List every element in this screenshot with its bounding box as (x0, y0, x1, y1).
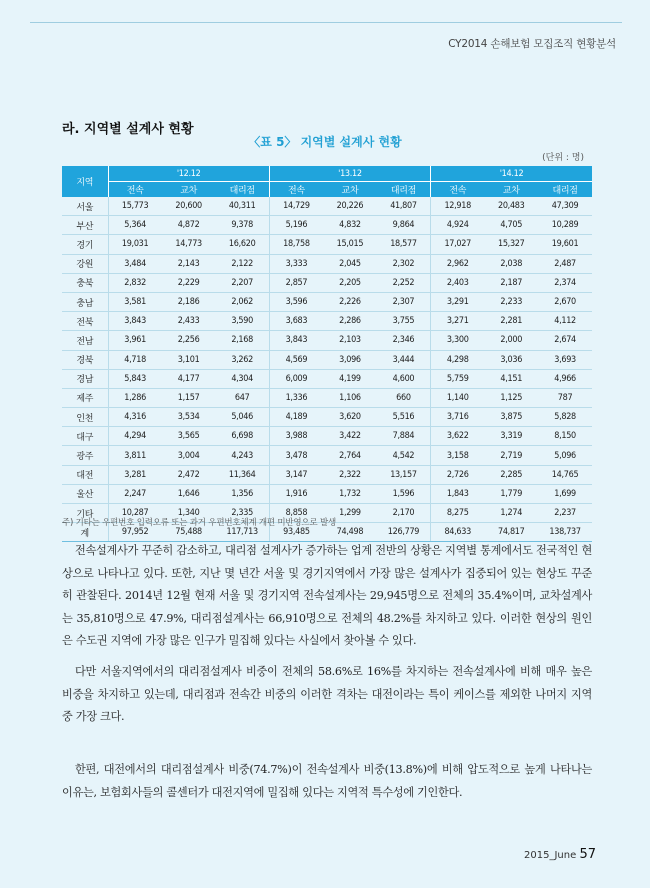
value-cell: 1,336 (269, 388, 323, 407)
value-cell: 5,096 (538, 446, 592, 465)
value-cell: 8,275 (431, 504, 485, 523)
region-cell: 부산 (62, 216, 108, 235)
value-cell: 4,705 (484, 216, 538, 235)
value-cell: 12,918 (431, 197, 485, 216)
value-cell: 3,281 (108, 465, 162, 484)
value-cell: 3,875 (484, 408, 538, 427)
value-cell: 74,498 (323, 523, 377, 542)
value-cell: 1,140 (431, 388, 485, 407)
value-cell: 8,150 (538, 427, 592, 446)
table-row (62, 216, 592, 235)
table-row (62, 388, 592, 407)
value-cell: 13,157 (377, 465, 431, 484)
year-header: '12.12 (108, 166, 269, 182)
value-cell: 2,433 (162, 312, 216, 331)
table-row (62, 273, 592, 292)
value-cell: 3,843 (108, 312, 162, 331)
region-cell: 충남 (62, 292, 108, 311)
value-cell: 4,832 (323, 216, 377, 235)
region-cell: 경북 (62, 350, 108, 369)
value-cell: 2,962 (431, 254, 485, 273)
table-row (62, 484, 592, 503)
value-cell: 1,340 (162, 504, 216, 523)
value-cell: 3,291 (431, 292, 485, 311)
value-cell: 3,590 (216, 312, 270, 331)
table-row (62, 446, 592, 465)
table-row (62, 254, 592, 273)
value-cell: 18,758 (269, 235, 323, 254)
value-cell: 2,346 (377, 331, 431, 350)
value-cell: 11,364 (216, 465, 270, 484)
value-cell: 2,038 (484, 254, 538, 273)
value-cell: 3,319 (484, 427, 538, 446)
value-cell: 4,298 (431, 350, 485, 369)
section-title: 라. 지역별 설계사 현황 (62, 122, 194, 137)
value-cell: 1,157 (162, 388, 216, 407)
value-cell: 9,378 (216, 216, 270, 235)
value-cell: 3,158 (431, 446, 485, 465)
value-cell: 787 (538, 388, 592, 407)
body-paragraph: 전속설계사가 꾸준히 감소하고, 대리점 설계사가 증가하는 업계 전반의 상황은 지역별 통계에서도 전국적인 현상으로 나타나고 있다. 또한, 지난 몇 년간 서울 및 경기지역에서 가장 많은 설계사가 집중되어 있는 현상도 꾸준히 관찰된다. 2014년 12월 현재 서울 및 경기지역 전속설계사는 29,945명으로 전체의 35.4%이며, 교차설계사는 35,810명으로 47.9%, 대리점설계사는 66,910명으로 전체의 48.2%를 차지하고 있다. 이러한 현상의 원인은 수도권 지역에 가장 많은 인구가 밀집해 있다는 사실에서 찾아볼 수 있다. (62, 544, 592, 647)
region-cell: 인천 (62, 408, 108, 427)
value-cell: 3,147 (269, 465, 323, 484)
value-cell: 647 (216, 388, 270, 407)
value-cell: 3,961 (108, 331, 162, 350)
value-cell: 1,843 (431, 484, 485, 503)
value-cell: 2,237 (538, 504, 592, 523)
value-cell: 47,309 (538, 197, 592, 216)
value-cell: 1,732 (323, 484, 377, 503)
value-cell: 2,374 (538, 273, 592, 292)
value-cell: 2,472 (162, 465, 216, 484)
value-cell: 2,403 (431, 273, 485, 292)
value-cell: 2,186 (162, 292, 216, 311)
value-cell: 5,196 (269, 216, 323, 235)
header-rule (30, 22, 622, 23)
table-row (62, 350, 592, 369)
value-cell: 2,832 (108, 273, 162, 292)
value-cell: 14,729 (269, 197, 323, 216)
value-cell: 2,247 (108, 484, 162, 503)
value-cell: 3,622 (431, 427, 485, 446)
value-cell: 2,335 (216, 504, 270, 523)
value-cell: 9,864 (377, 216, 431, 235)
value-cell: 93,485 (269, 523, 323, 542)
column-header: 대리점 (377, 182, 431, 198)
value-cell: 5,759 (431, 369, 485, 388)
value-cell: 1,356 (216, 484, 270, 503)
body-paragraph: 다만 서울지역에서의 대리점설계사 비중이 전체의 58.6%로 16%를 차지하는 전속설계사에 비해 매우 높은 비중을 차지하고 있는데, 대리점과 전속간 비중의 이러한 격차는 대전이라는 특이 케이스를 제외한 나머지 지역 중 가장 크다. (62, 665, 592, 723)
value-cell: 2,000 (484, 331, 538, 350)
value-cell: 660 (377, 388, 431, 407)
table-footnote: 주) 기타는 우편번호 입력오류 또는 과거 우편번호체계 개편 미반영으로 발생 (62, 518, 336, 528)
column-header: 교차 (162, 182, 216, 198)
value-cell: 4,112 (538, 312, 592, 331)
value-cell: 4,199 (323, 369, 377, 388)
value-cell: 5,516 (377, 408, 431, 427)
value-cell: 2,187 (484, 273, 538, 292)
value-cell: 3,484 (108, 254, 162, 273)
value-cell: 15,015 (323, 235, 377, 254)
value-cell: 2,726 (431, 465, 485, 484)
value-cell: 19,601 (538, 235, 592, 254)
value-cell: 126,779 (377, 523, 431, 542)
table-row (62, 408, 592, 427)
value-cell: 1,916 (269, 484, 323, 503)
value-cell: 3,478 (269, 446, 323, 465)
value-cell: 1,596 (377, 484, 431, 503)
value-cell: 117,713 (216, 523, 270, 542)
value-cell: 3,596 (269, 292, 323, 311)
region-cell: 충북 (62, 273, 108, 292)
region-cell: 대전 (62, 465, 108, 484)
value-cell: 3,716 (431, 408, 485, 427)
value-cell: 2,045 (323, 254, 377, 273)
value-cell: 2,286 (323, 312, 377, 331)
column-header: 전속 (431, 182, 485, 198)
year-header: '14.12 (431, 166, 592, 182)
table-row (62, 312, 592, 331)
value-cell: 2,764 (323, 446, 377, 465)
column-header: 전속 (108, 182, 162, 198)
value-cell: 4,304 (216, 369, 270, 388)
column-header: 전속 (269, 182, 323, 198)
value-cell: 3,422 (323, 427, 377, 446)
region-cell: 기타 (62, 504, 108, 523)
region-cell: 대구 (62, 427, 108, 446)
region-cell: 계 (62, 523, 108, 542)
running-head: CY2014 손해보험 모집조직 현황분석 (448, 38, 616, 50)
value-cell: 3,683 (269, 312, 323, 331)
value-cell: 3,333 (269, 254, 323, 273)
value-cell: 4,316 (108, 408, 162, 427)
value-cell: 2,281 (484, 312, 538, 331)
value-cell: 6,698 (216, 427, 270, 446)
value-cell: 2,670 (538, 292, 592, 311)
issue-label: 2015_June (524, 850, 577, 861)
column-header: 교차 (323, 182, 377, 198)
value-cell: 1,299 (323, 504, 377, 523)
value-cell: 138,737 (538, 523, 592, 542)
value-cell: 20,483 (484, 197, 538, 216)
region-header: 지역 (62, 166, 108, 197)
value-cell: 1,106 (323, 388, 377, 407)
table-row (62, 292, 592, 311)
value-cell: 4,542 (377, 446, 431, 465)
region-cell: 전북 (62, 312, 108, 331)
value-cell: 1,274 (484, 504, 538, 523)
region-cell: 강원 (62, 254, 108, 273)
value-cell: 2,170 (377, 504, 431, 523)
value-cell: 4,600 (377, 369, 431, 388)
value-cell: 3,036 (484, 350, 538, 369)
value-cell: 10,289 (538, 216, 592, 235)
region-cell: 전남 (62, 331, 108, 350)
value-cell: 4,243 (216, 446, 270, 465)
value-cell: 6,009 (269, 369, 323, 388)
regional-agents-table (62, 166, 592, 542)
value-cell: 3,271 (431, 312, 485, 331)
value-cell: 3,101 (162, 350, 216, 369)
value-cell: 3,988 (269, 427, 323, 446)
value-cell: 20,600 (162, 197, 216, 216)
value-cell: 2,226 (323, 292, 377, 311)
value-cell: 15,327 (484, 235, 538, 254)
value-cell: 2,122 (216, 254, 270, 273)
table-body (62, 197, 592, 542)
unit-label: (단위 : 명) (542, 153, 584, 163)
value-cell: 2,229 (162, 273, 216, 292)
value-cell: 4,872 (162, 216, 216, 235)
value-cell: 3,693 (538, 350, 592, 369)
region-cell: 제주 (62, 388, 108, 407)
value-cell: 15,773 (108, 197, 162, 216)
column-header: 교차 (484, 182, 538, 198)
value-cell: 3,300 (431, 331, 485, 350)
value-cell: 2,307 (377, 292, 431, 311)
value-cell: 1,125 (484, 388, 538, 407)
value-cell: 2,233 (484, 292, 538, 311)
value-cell: 3,534 (162, 408, 216, 427)
value-cell: 1,699 (538, 484, 592, 503)
region-cell: 광주 (62, 446, 108, 465)
value-cell: 3,620 (323, 408, 377, 427)
table-caption: 〈표 5〉 지역별 설계사 현황 (248, 135, 402, 149)
value-cell: 2,062 (216, 292, 270, 311)
value-cell: 5,364 (108, 216, 162, 235)
value-cell: 75,488 (162, 523, 216, 542)
page-number: 57 (579, 847, 596, 862)
value-cell: 2,168 (216, 331, 270, 350)
value-cell: 4,569 (269, 350, 323, 369)
value-cell: 4,966 (538, 369, 592, 388)
value-cell: 40,311 (216, 197, 270, 216)
value-cell: 3,843 (269, 331, 323, 350)
value-cell: 5,046 (216, 408, 270, 427)
value-cell: 16,620 (216, 235, 270, 254)
region-cell: 울산 (62, 484, 108, 503)
value-cell: 1,286 (108, 388, 162, 407)
value-cell: 18,577 (377, 235, 431, 254)
value-cell: 3,004 (162, 446, 216, 465)
table-row (62, 331, 592, 350)
column-header: 대리점 (538, 182, 592, 198)
value-cell: 2,205 (323, 273, 377, 292)
value-cell: 41,807 (377, 197, 431, 216)
value-cell: 97,952 (108, 523, 162, 542)
value-cell: 2,252 (377, 273, 431, 292)
table-row (62, 465, 592, 484)
value-cell: 2,143 (162, 254, 216, 273)
value-cell: 3,811 (108, 446, 162, 465)
table-row (62, 427, 592, 446)
value-cell: 1,646 (162, 484, 216, 503)
value-cell: 2,207 (216, 273, 270, 292)
table-row (62, 197, 592, 216)
value-cell: 2,857 (269, 273, 323, 292)
value-cell: 1,779 (484, 484, 538, 503)
value-cell: 4,151 (484, 369, 538, 388)
sub-header-row (62, 182, 592, 198)
value-cell: 4,718 (108, 350, 162, 369)
value-cell: 3,581 (108, 292, 162, 311)
value-cell: 4,294 (108, 427, 162, 446)
body-paragraph: 한편, 대전에서의 대리점설계사 비중(74.7%)이 전속설계사 비중(13.8%)에 비해 압도적으로 높게 나타나는 이유는, 보험회사들의 콜센터가 대전지역에 밀집해 있다는 지역적 특수성에 기인한다. (62, 763, 592, 799)
table-row (62, 235, 592, 254)
value-cell: 2,256 (162, 331, 216, 350)
value-cell: 3,565 (162, 427, 216, 446)
region-cell: 서울 (62, 197, 108, 216)
value-cell: 2,674 (538, 331, 592, 350)
value-cell: 4,177 (162, 369, 216, 388)
column-header: 대리점 (216, 182, 270, 198)
value-cell: 2,103 (323, 331, 377, 350)
page-footer (524, 847, 596, 862)
value-cell: 14,765 (538, 465, 592, 484)
year-header: '13.12 (269, 166, 430, 182)
value-cell: 2,285 (484, 465, 538, 484)
value-cell: 2,302 (377, 254, 431, 273)
table-row (62, 369, 592, 388)
value-cell: 84,633 (431, 523, 485, 542)
value-cell: 17,027 (431, 235, 485, 254)
value-cell: 2,719 (484, 446, 538, 465)
value-cell: 3,262 (216, 350, 270, 369)
value-cell: 3,444 (377, 350, 431, 369)
value-cell: 20,226 (323, 197, 377, 216)
value-cell: 4,924 (431, 216, 485, 235)
value-cell: 3,096 (323, 350, 377, 369)
value-cell: 2,487 (538, 254, 592, 273)
value-cell: 74,817 (484, 523, 538, 542)
value-cell: 4,189 (269, 408, 323, 427)
region-cell: 경남 (62, 369, 108, 388)
value-cell: 5,843 (108, 369, 162, 388)
value-cell: 10,287 (108, 504, 162, 523)
value-cell: 8,858 (269, 504, 323, 523)
value-cell: 5,828 (538, 408, 592, 427)
region-cell: 경기 (62, 235, 108, 254)
value-cell: 3,755 (377, 312, 431, 331)
value-cell: 14,773 (162, 235, 216, 254)
value-cell: 2,322 (323, 465, 377, 484)
value-cell: 7,884 (377, 427, 431, 446)
value-cell: 19,031 (108, 235, 162, 254)
